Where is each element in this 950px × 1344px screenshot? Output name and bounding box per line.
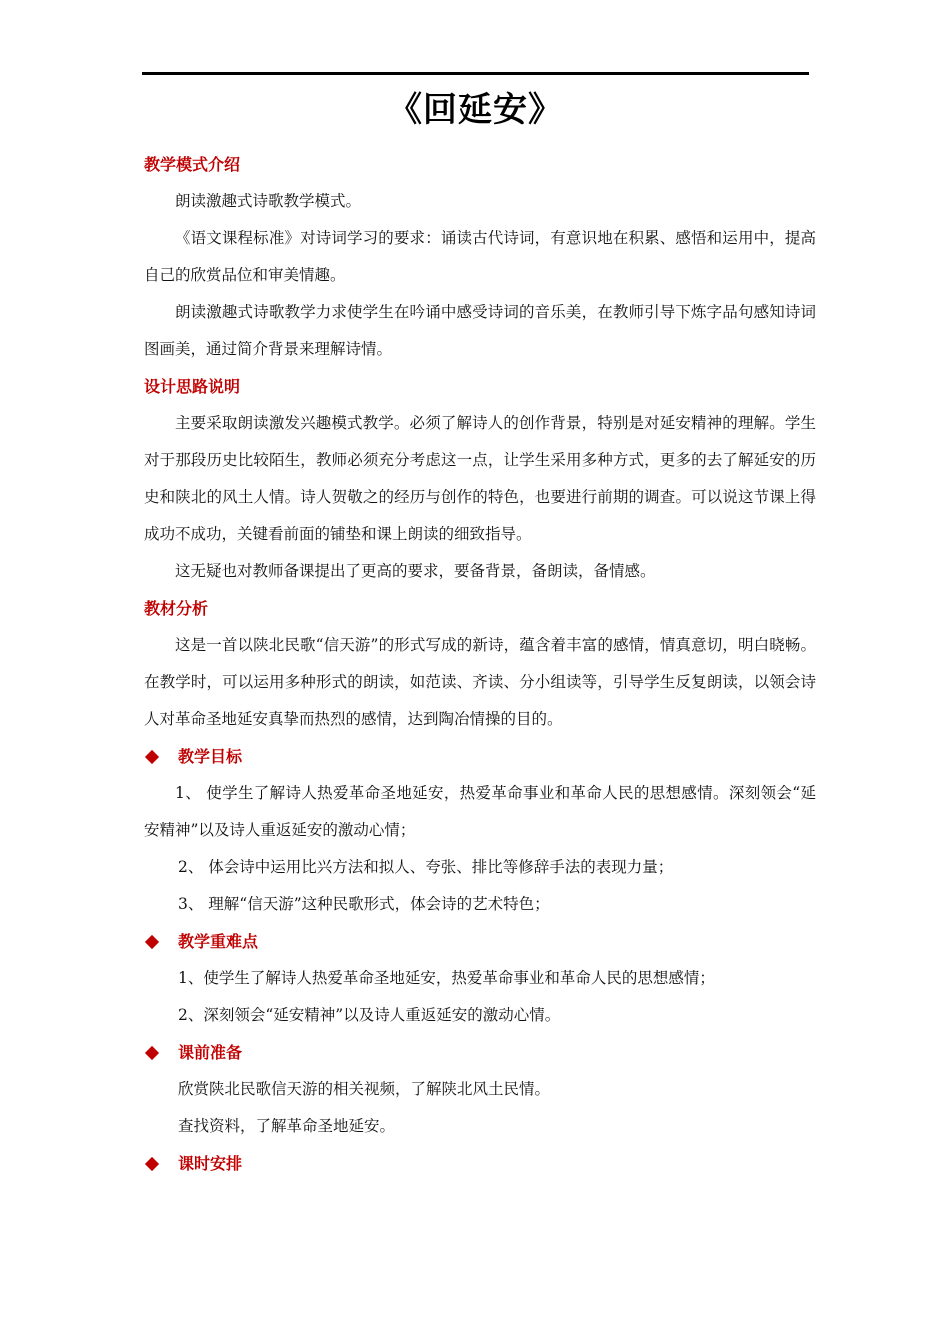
document-title: 《回延安》 bbox=[388, 90, 563, 130]
section-heading-label: 教学目标 bbox=[178, 747, 243, 766]
diamond-bullet-icon bbox=[145, 934, 159, 948]
section-heading-design: 设计思路说明 bbox=[144, 377, 241, 396]
paragraph: 这是一首以陕北民歌“信天游”的形式写成的新诗，蕴含着丰富的感情，情真意切，明白晓畅。在教学时，可以运用多种形式的朗读，如范读、齐读、分小组读等，引导学生反复朗读，以领会诗人对革命圣地延安真挚而热烈的感情，达到陶冶情操的目的。 bbox=[144, 636, 816, 728]
section-preparation bbox=[144, 1034, 816, 1145]
list-item: 查找资料，了解革命圣地延安。 bbox=[178, 1117, 396, 1135]
paragraph: 朗读激趣式诗歌教学力求使学生在吟诵中感受诗词的音乐美，在教师引导下炼字品句感知诗词图画美，通过简介背景来理解诗情。 bbox=[144, 303, 816, 358]
section-heading-schedule bbox=[144, 1145, 816, 1182]
list-item: 2、 体会诗中运用比兴方法和拟人、夸张、排比等修辞手法的表现力量； bbox=[178, 858, 674, 876]
section-design bbox=[144, 368, 816, 590]
section-analysis bbox=[144, 590, 816, 738]
diamond-bullet-icon bbox=[145, 1156, 159, 1170]
section-goals bbox=[144, 738, 816, 923]
paragraph: 这无疑也对教师备课提出了更高的要求，要备背景，备朗读，备情感。 bbox=[175, 562, 656, 580]
paragraph: 朗读激趣式诗歌教学模式。 bbox=[175, 192, 362, 210]
paragraph: 《语文课程标准》对诗词学习的要求：诵读古代诗词，有意识地在积累、感悟和运用中，提高自己的欣赏品位和审美情趣。 bbox=[144, 229, 816, 284]
diamond-bullet-icon bbox=[145, 749, 159, 763]
section-heading-label: 课前准备 bbox=[178, 1043, 243, 1062]
section-heading-key-points bbox=[144, 923, 816, 960]
list-item: 1、使学生了解诗人热爱革命圣地延安，热爱革命事业和革命人民的思想感情； bbox=[178, 969, 715, 987]
section-heading-mode-intro: 教学模式介绍 bbox=[144, 155, 241, 174]
section-heading-analysis: 教材分析 bbox=[144, 599, 209, 618]
section-key-points bbox=[144, 923, 816, 1034]
list-item: 2、深刻领会“延安精神”以及诗人重返延安的激动心情。 bbox=[178, 1006, 561, 1024]
section-schedule bbox=[144, 1145, 816, 1182]
list-item: 欣赏陕北民歌信天游的相关视频，了解陕北风土民情。 bbox=[178, 1080, 551, 1098]
section-mode-intro bbox=[144, 146, 816, 368]
section-heading-goals bbox=[144, 738, 816, 775]
section-heading-label: 教学重难点 bbox=[178, 932, 259, 951]
list-item: 1、 使学生了解诗人热爱革命圣地延安，热爱革命事业和革命人民的思想感情。深刻领会“延安精神”以及诗人重返延安的激动心情； bbox=[144, 784, 816, 839]
section-heading-label: 课时安排 bbox=[178, 1154, 243, 1173]
header-rule bbox=[142, 72, 809, 75]
section-heading-preparation bbox=[144, 1034, 816, 1071]
paragraph: 主要采取朗读激发兴趣模式教学。必须了解诗人的创作背景，特别是对延安精神的理解。学生对于那段历史比较陌生，教师必须充分考虑这一点，让学生采用多种方式，更多的去了解延安的历史和陕北的风土人情。诗人贺敬之的经历与创作的特色，也要进行前期的调查。可以说这节课上得成功不成功，关键看前面的铺垫和课上朗读的细致指导。 bbox=[144, 414, 816, 543]
list-item: 3、 理解“信天游”这种民歌形式，体会诗的艺术特色； bbox=[178, 895, 550, 913]
diamond-bullet-icon bbox=[145, 1045, 159, 1059]
document-body bbox=[144, 146, 816, 1182]
